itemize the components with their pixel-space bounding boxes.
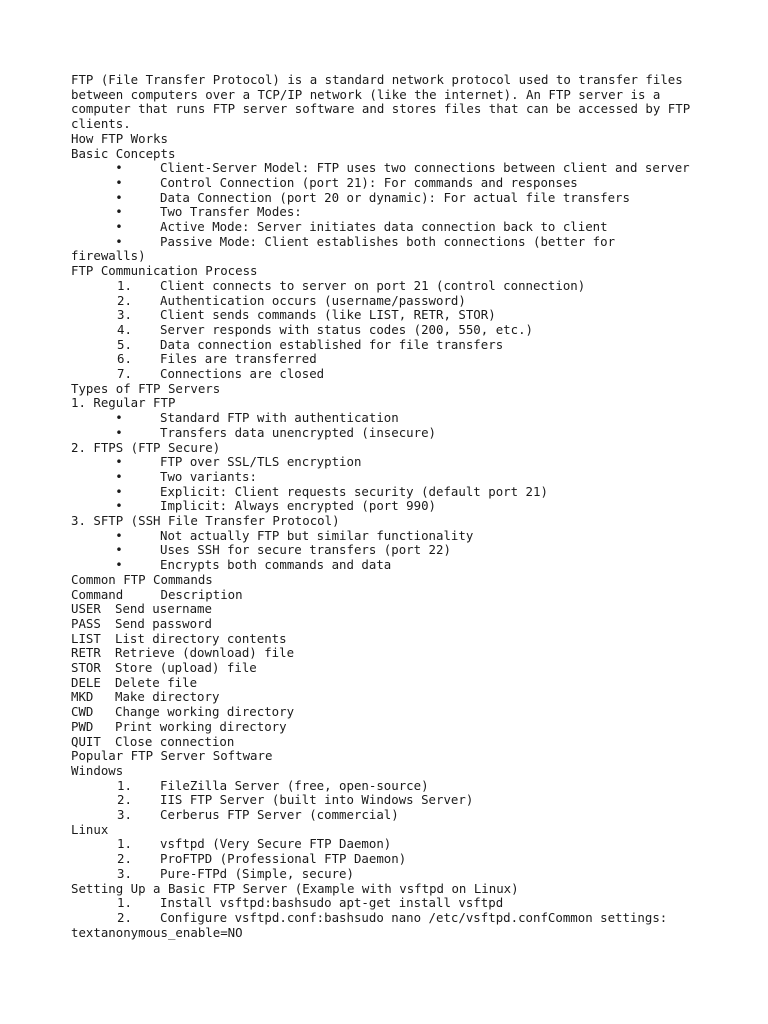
- item-text: Server responds with status codes (200, 550, etc.): [160, 321, 533, 337]
- bullet-icon: •: [115, 424, 123, 440]
- subheading-ftps: 2. FTPS (FTP Secure): [71, 439, 221, 455]
- description-cell: Send username: [115, 601, 212, 617]
- command-cell: QUIT: [71, 733, 101, 749]
- description-cell: Store (upload) file: [115, 660, 257, 675]
- table-row: [71, 719, 287, 734]
- command-cell: PASS: [71, 615, 101, 631]
- item-text: Client sends commands (like LIST, RETR, STOR): [160, 307, 496, 323]
- bullet-text: Encrypts both commands and data: [160, 557, 392, 573]
- command-cell: LIST: [71, 630, 101, 646]
- subheading-basic-concepts: Basic Concepts: [71, 145, 176, 161]
- item-text: Pure-FTPd (Simple, secure): [160, 865, 354, 881]
- section-heading-types: Types of FTP Servers: [71, 380, 221, 396]
- subheading-windows: Windows: [71, 762, 124, 778]
- item-text: Connections are closed: [160, 366, 325, 381]
- item-number: 2.: [117, 292, 132, 308]
- table-row: [71, 675, 197, 690]
- bullet-icon: •: [115, 410, 123, 426]
- item-text: ProFTPD (Professional FTP Daemon): [160, 851, 407, 867]
- subheading-linux: Linux: [71, 821, 109, 837]
- bullet-text: Two variants:: [160, 468, 257, 484]
- bullet-text: Uses SSH for secure transfers (port 22): [160, 542, 451, 558]
- command-cell: USER: [71, 601, 101, 617]
- bullet-icon: •: [115, 174, 123, 190]
- item-number: 6.: [117, 351, 132, 367]
- item-number: 3.: [117, 307, 132, 323]
- bullet-icon: •: [115, 219, 123, 234]
- intro-line: clients.: [71, 116, 131, 132]
- subheading-sftp: 3. SFTP (SSH File Transfer Protocol): [71, 513, 340, 528]
- description-cell: Send password: [115, 615, 212, 631]
- item-number: 1.: [117, 836, 132, 852]
- item-text: Configure vsftpd.conf:bashsudo nano /etc/vsftpd.confCommon settings:: [160, 909, 668, 925]
- bullet-text: Active Mode: Server initiates data connection back to client: [160, 219, 608, 234]
- table-row: [71, 660, 257, 675]
- item-text: Cerberus FTP Server (commercial): [160, 807, 399, 822]
- bullet-icon: •: [115, 468, 123, 484]
- command-cell: PWD: [71, 718, 94, 734]
- table-row: [71, 734, 234, 749]
- table-header: Command Description: [71, 586, 243, 602]
- table-row: [71, 631, 287, 646]
- item-text: IIS FTP Server (built into Windows Server): [160, 792, 474, 808]
- bullet-icon: •: [115, 498, 123, 514]
- table-row: [71, 645, 294, 660]
- bullet-text: Standard FTP with authentication: [160, 410, 399, 426]
- bullet-text: FTP over SSL/TLS encryption: [160, 454, 362, 470]
- wrapped-text: firewalls): [71, 248, 146, 264]
- item-text: Authentication occurs (username/password): [160, 292, 466, 308]
- bullet-icon: •: [115, 233, 123, 249]
- description-cell: List directory contents: [115, 630, 287, 646]
- item-number: 4.: [117, 321, 132, 337]
- wrapped-text: textanonymous_enable=NO: [71, 924, 243, 940]
- description-cell: Change working directory: [115, 704, 295, 720]
- section-heading-how-ftp-works: How FTP Works: [71, 130, 168, 146]
- section-heading-software: Popular FTP Server Software: [71, 748, 273, 764]
- section-heading-commands: Common FTP Commands: [71, 571, 213, 587]
- item-number: 1.: [117, 895, 132, 911]
- item-number: 3.: [117, 807, 132, 822]
- intro-line: between computers over a TCP/IP network (like the internet). An FTP server is a: [71, 86, 661, 102]
- item-number: 2.: [117, 792, 132, 808]
- description-cell: Close connection: [115, 733, 235, 749]
- item-number: 2.: [117, 851, 132, 867]
- bullet-text: Passive Mode: Client establishes both connections (better for: [160, 233, 616, 249]
- item-number: 1.: [117, 277, 132, 293]
- bullet-text: Explicit: Client requests security (default port 21): [160, 483, 548, 499]
- item-number: 5.: [117, 336, 132, 352]
- description-cell: Make directory: [115, 689, 220, 705]
- bullet-text: Not actually FTP but similar functionality: [160, 527, 474, 543]
- item-text: Data connection established for file transfers: [160, 336, 504, 352]
- item-text: Install vsftpd:bashsudo apt-get install vsftpd: [160, 895, 504, 911]
- description-cell: Print working directory: [115, 718, 287, 734]
- description-cell: Delete file: [115, 674, 198, 690]
- table-row: [71, 704, 294, 719]
- item-number: 7.: [117, 366, 132, 381]
- item-text: Files are transferred: [160, 351, 317, 367]
- command-cell: MKD: [71, 689, 94, 705]
- section-heading-setup: Setting Up a Basic FTP Server (Example with vsftpd on Linux): [71, 880, 519, 896]
- bullet-icon: •: [115, 557, 123, 573]
- command-cell: STOR: [71, 660, 101, 675]
- table-row: [71, 601, 212, 616]
- table-row: [71, 616, 212, 631]
- item-text: FileZilla Server (free, open-source): [160, 777, 429, 793]
- bullet-icon: •: [115, 483, 123, 499]
- command-cell: CWD: [71, 704, 94, 720]
- bullet-icon: •: [115, 454, 123, 470]
- bullet-icon: •: [115, 160, 123, 176]
- item-number: 3.: [117, 865, 132, 881]
- intro-line: computer that runs FTP server software and stores files that can be accessed by FTP: [71, 101, 691, 117]
- bullet-icon: •: [115, 189, 123, 205]
- bullet-icon: •: [115, 527, 123, 543]
- item-text: Client connects to server on port 21 (control connection): [160, 277, 586, 293]
- command-cell: DELE: [71, 674, 101, 690]
- subheading-communication-process: FTP Communication Process: [71, 263, 258, 279]
- subheading-regular-ftp: 1. Regular FTP: [71, 395, 176, 411]
- description-cell: Retrieve (download) file: [115, 645, 295, 661]
- item-number: 1.: [117, 777, 132, 793]
- bullet-icon: •: [115, 204, 123, 220]
- bullet-text: Data Connection (port 20 or dynamic): For actual file transfers: [160, 189, 630, 205]
- bullet-text: Control Connection (port 21): For commands and responses: [160, 174, 578, 190]
- command-cell: RETR: [71, 645, 101, 661]
- bullet-text: Implicit: Always encrypted (port 990): [160, 498, 437, 514]
- item-text: vsftpd (Very Secure FTP Daemon): [160, 836, 392, 852]
- bullet-icon: •: [115, 542, 123, 558]
- bullet-text: Client-Server Model: FTP uses two connections between client and server: [160, 160, 690, 176]
- bullet-text: Two Transfer Modes:: [160, 204, 302, 220]
- table-row: [71, 689, 219, 704]
- bullet-text: Transfers data unencrypted (insecure): [160, 424, 437, 440]
- intro-line: FTP (File Transfer Protocol) is a standard network protocol used to transfer files: [71, 72, 683, 87]
- item-number: 2.: [117, 909, 132, 925]
